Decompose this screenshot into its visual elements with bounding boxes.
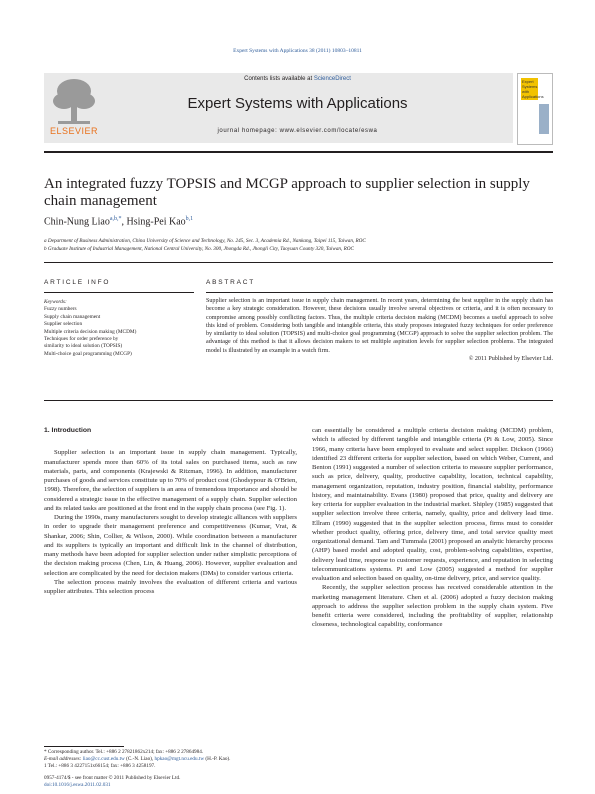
footnote-rule [44,746,124,747]
keywords-block [44,299,194,358]
tel-note: 1 Tel.: +886 3 4227151x66154; fax: +886 3 4258197. [44,763,156,769]
cover-word: Expert [522,79,534,84]
contents-line [0,76,595,82]
cover-graphic [539,104,549,134]
sciencedirect-link[interactable]: ScienceDirect [313,76,351,82]
keyword: Supplier selection [44,321,83,328]
doi-link[interactable]: doi:10.1016/j.eswa.2011.02.031 [44,782,111,788]
corresponding-author-note: * Corresponding author. Tel.: +886 2 27821862x214; fax: +886 2 27864984. [44,749,204,755]
abstract-heading: ABSTRACT [206,279,256,286]
email-label: E-mail addresses: [44,756,83,762]
email-link[interactable]: liao@cc.cust.edu.tw [82,756,125,762]
journal-cover-thumbnail [517,73,553,145]
author-affiliation-marker[interactable]: a,b,* [109,216,122,222]
abstract-body: Supplier selection is an important issue in supply chain management. In recent years, determining the best supplier in the supply chain has become a key strategic consideration. However, these decisions usually involve several objectives or criteria, and it is often necessary to compromise among possibly conflicting factors. Thus, the multiple criteria decision making (MCDM) becomes a useful approach to solve this kind of problem. Considering both tangible and intangible criteria, this study proposes integrated fuzzy techniques for order preference by similarity to ideal solution (TOPSIS) and multi-choice goal programming (MCGP) approach to solve the supplier selection problem. The advantage of this method is that it allows decision makers to set multiple aspiration levels for supplier selection problems. The integrated model is illustrated by an example in a watch firm. [206,298,553,354]
abstract-copyright: © 2011 Published by Elsevier Ltd. [468,355,553,362]
footnotes [44,749,299,770]
cover-title [521,78,544,100]
journal-citation[interactable]: Expert Systems with Applications 38 (2011) 10803–10811 [233,48,362,54]
article-title: An integrated fuzzy TOPSIS and MCGP approach to supplier selection in supply chain management [44,176,530,209]
contents-prefix: Contents lists available at [244,76,314,82]
body-paragraph: The selection process mainly involves the evaluation of different criteria and various supplier attributes. This selection process [44,578,297,595]
keywords-label: Keywords: [44,299,67,305]
keyword: Supply chain management [44,313,101,320]
section-heading: 1. Introduction [44,427,92,434]
author-list: Chin-Nung Liao$^{a,b,*}$, Hsing-Pei Kao$^{b,1}$ [44,216,194,228]
elsevier-wordmark: ELSEVIER [49,126,99,136]
body-paragraph: Recently, the supplier selection process has received considerable attention in the marketing management literature. Chen et al. (2006) adopted a fuzzy decision making approach to address the supplier selection problem in the supply chain system. Five benefit criteria were considered, including the profitability of supplier, relationship closeness, technological capability, conformance [312,584,553,629]
affiliation-a: a Department of Business Administration, China University of Science and Technology, No. 245, Sec. 3, Academia Rd., Nankang, Taipei 115, Taiwan, ROC [44,238,366,244]
keyword: similarity to ideal solution (TOPSIS) [44,343,123,350]
journal-name: Expert Systems with Applications [187,95,408,112]
author-name: Chin-Nung Liao [44,216,110,228]
cover-word: Systems [522,84,538,89]
article-info-rule [44,292,194,293]
abstract-rule [206,292,553,293]
abstract-text [206,297,553,363]
journal-homepage[interactable]: journal homepage: www.elsevier.com/locate/eswa [217,128,378,134]
body-paragraph: Supplier selection is an important issue in supply chain management. Typically, manufacturer spends more than 60% of its total sales on purchased items, such as raw materials, parts, and components (Krajewski & Ritzman, 1996). In addition, manufacturer purchases of goods and services constitute up to 70% of product cost (Ghodsypour & O'Brien, 1998). Therefore, the selection of suppliers is an area of tremendous importance and should be considered a strategic issue in the effective management of a supply chain. Supplier selection and its related tasks are positioned at the front end in the supply chain process (see Fig. 1). [44,449,297,512]
keyword: Techniques for order preference by [44,336,119,343]
issn-line: 0957-4174/$ - see front matter © 2011 Published by Elsevier Ltd. [44,775,181,781]
email-link[interactable]: hpkao@mgt.ncu.edu.tw [154,756,205,762]
keyword: Multiple criteria decision making (MCDM) [44,328,137,335]
front-matter-info [44,775,180,789]
email-owner: (H.-P. Kao). [204,756,231,762]
email-note [44,756,299,763]
author-affiliation-marker[interactable]: b,1 [185,216,194,222]
cover-word: with [522,89,530,94]
affiliation-b: b Graduate Institute of Industrial Management, National Central University, No. 300, Jhongda Rd., Jhongli City, Taoyuan County 320, Taiwan, ROC [44,246,354,252]
header-rule [44,151,553,153]
body-paragraph: can essentially be considered a multiple criteria decision making (MCDM) problem, which is affected by different tangible and intangible criteria (Pi & Low, 2005). Since 1966, many criteria have been employed to evaluate and select supplier. Dickson (1966) identified 23 different criteria for supplier selection, based on which Weber, Current, and Benton (1991) suggested a number of selection criteria to measure supplier performance, such as price, delivery, quality, productive capability, location, technical capability, management organization, reputation, industry position, financial stability, performance history, and maintainability. Evans (1980) proposed that price, quality and delivery are key criteria for supplier evaluation in the industrial market. Shipley (1985) suggested that supplier selection involve three criteria, namely, quality, price and delivery lead time. Ellram (1990) suggested that in the supplier selection process, firms must to consider whether product quality, offering price, delivery time, and total service quality meet organizational demand. Tam and Tummala (2001) proposed an analytic hierarchy process (AHP) based model and adopted quality, cost, problem-solving capabilities, expertise, delivery lead time, response to customer requests, experience, and reputation in selecting telecommunications systems. Pi and Low (2005) suggested a method for supplier evaluation and selection based on quality, on-time delivery, price, and service quality. [312,427,553,582]
abstract-bottom-rule [44,400,553,401]
body-right-column [312,426,553,630]
author-name: Hsing-Pei Kao [126,216,186,228]
body-paragraph: During the 1990s, many manufacturers sought to develop strategic alliances with suppliers in order to upgrade their management preference and competitiveness (Kumar, Vrat, & Shankar, 2006; Shin, Collier, & Wilson, 2000). While coordination between a manufacturer and its suppliers is typically an important and difficult link in the channel of distribution, many methods have been adopted for supplier selection under rather simplistic perceptions of the decision making process (Chen, Lin, & Huang, 2006). However, supplier evaluation and selection are complicated by the need for decision makers (DMs) to consider various criteria. [44,514,297,577]
email-owner: (C.-N. Liao), [124,756,155,762]
article-info-heading: ARTICLE INFO [44,279,111,286]
cover-word: Applications [522,94,544,99]
keyword: Multi-choice goal programming (MCGP) [44,350,132,357]
keyword: Fuzzy numbers [44,306,77,313]
affiliation-rule [44,262,553,263]
body-left-column [44,426,297,596]
